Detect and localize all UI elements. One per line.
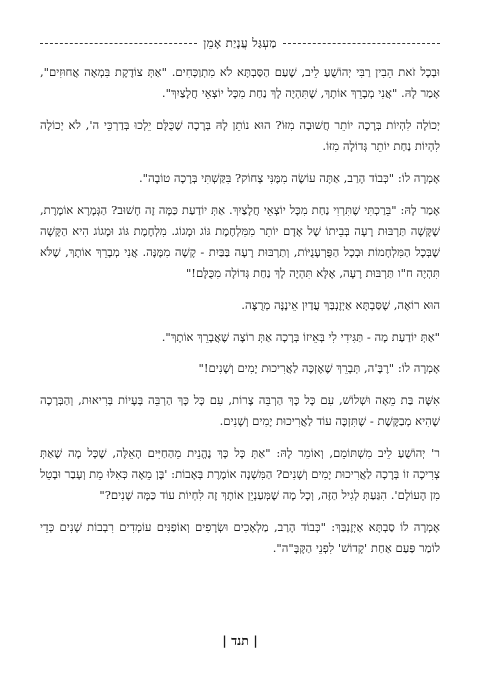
body-text xyxy=(40,62,440,570)
paragraph: וּבְכָל זֹאת הֵבִין רַבִּי יְהוֹשֻׁעַ לֵיב, שֶׁעַם הַסַּבְתָּא לֹא מִתְוַכְּחִים. "אַתְּ צוֹדֶקֶת בִּמְאָה אֲחוּזִים", אָמַר לָהּ. "אֲנִי מְבָרֵךְ אוֹתָךְ, שֶׁתִּהְיֶה לָךְ נַחַת מִכָּל יוֹצְאֵי חֲלָצַיִךְ". xyxy=(40,65,440,101)
header-rule-right xyxy=(283,43,440,44)
header-title: מַעְגַּל עֲנָיַת אָמֵן xyxy=(203,35,277,50)
paragraph: הוּא רוֹאֶה, שֶׁסַּבְתָּא אַיְזֶנְבַּךְ עֲדַיִן אֵינֶנָּה מְרֻצָּה. xyxy=(241,297,440,312)
page-number: | תנד | xyxy=(222,633,258,648)
running-header xyxy=(40,35,440,51)
paragraph: אִשָּׁה בַּת מֵאָה וּשְׁלוֹשׁ, עִם כָּל כָּךְ הַרְבֵּה צָרוֹת, עִם כָּל כָּךְ הַרְבֵּה בְּעָיוֹת בְּרִיאוּת, וְהַבְּרָכָה שֶׁהִיא מְבַקֶּשֶׁת - שֶׁתִּזְכֶּה עוֹד לַאֲרִיכוּת יָמִים וְשָׁנִים. xyxy=(40,392,440,429)
paragraph: יְכוֹלָה לִהְיוֹת בְּרָכָה יוֹתֵר חֲשׁוּבָה מִזּוֹ? הוּא נוֹתֵן לָהּ בְּרָכָה שֶׁכֻּלָּם יֵלְכוּ בְּדַרְכֵּי ה', לֹא יְכוֹלָה לִהְיוֹת נַחַת יוֹתֵר גְּדוֹלָה מִזּוֹ. xyxy=(40,117,440,154)
paragraph: אָמַר לָהּ: "בֵּרַכְתִּי שֶׁתִּרְוִי נַחַת מִכָּל יוֹצְאֵי חֲלָצַיִךְ. אַתְּ יוֹדַעַת כַּמָּה זֶה חָשׁוּב? הַגְּמָרָא אוֹמֶרֶת, שֶׁקָּשָׁה תַּרְבּוּת רָעָה בְּבֵיתוֹ שֶׁל אָדָם יוֹתֵר מִמִּלְחֶמֶת גּוֹג וּמָגוֹג. מִלְחֶמֶת גּוֹג וּמָגוֹג הִיא הַקָּשָׁה שֶׁבְּכָל הַמִּלְחָמוֹת וּבְכָל הַפֻּרְעָנֻיּוֹת, וְתַרְבּוּת רָעָה בַּבַּיִת - קָשָׁה מִמֶּנָּה. אֲנִי מְבָרֵךְ אוֹתָךְ, שֶׁלֹּא תִּהְיֶה ח"ו תַּרְבּוּת רָעָה, אֶלָּא תִּהְיֶה לָךְ נַחַת גְּדוֹלָה מִכֻּלָּם!" xyxy=(40,202,440,281)
paragraph: אָמְרָה לוֹ: "כְּבוֹד הָרַב, אַתָּה עוֹשֶׂה מִמֶּנִּי צְחוֹק? בִּקַּשְׁתִּי בְּרָכָה טוֹבָה". xyxy=(138,170,440,185)
paragraph: ר' יְהוֹשֻׁעַ לֵיב מִשְׁתּוֹמֵם, וְאוֹמֵר לָהּ: "אַתְּ כָּל כָּךְ נֶהֱנֵית מֵהַחַיִּים הָאֵלֶּה, שֶׁכָּל מָה שֶׁאַתְּ צְרִיכָה זוֹ בְּרָכָה לַאֲרִיכוּת יָמִים וְשָׁנִים? הַמִּשְׁנָה אוֹמֶרֶת בְּאָבוֹת: 'בֶּן מֵאָה כְּאִלּוּ מֵת וְעָבַר וּבָטֵל מִן הָעוֹלָם'. הִגַּעַתְּ לְגִיל הַזֶּה, וְכָל מָה שֶׁמְּעַנְיֵן אוֹתָךְ זֶה לִחְיוֹת עוֹד כַּמָּה שָׁנִים?" xyxy=(40,445,440,503)
paragraph: "אַתְּ יוֹדַעַת מָה - תַּגִּידִי לִי בְּאֵיזוֹ בְּרָכָה אַתְּ רוֹצָה שֶׁאֲבָרֵךְ אוֹתָךְ". xyxy=(161,329,440,344)
paragraph: אָמְרָה לוֹ סַבְתָּא אַיְזֶנְבַּךְ: "כְּבוֹד הָרַב, מַלְאָכִים וּשְׂרָפִים וְאוֹפַנִּים עוֹמְדִים רִבְבוֹת שָׁנִים כְּדֵי לוֹמַר פַּעַם אַחַת 'קָדוֹשׁ' לִפְנֵי הַקָּבָּ"ה". xyxy=(40,519,440,556)
document-page xyxy=(40,0,440,683)
header-rule-left xyxy=(40,43,197,44)
paragraph: אָמְרָה לוֹ: "רֶבֶּ'ה, תְּבָרֵךְ שֶׁאֶזְכֶּה לַאֲרִיכוּת יָמִים וְשָׁנִים!" xyxy=(198,361,440,376)
